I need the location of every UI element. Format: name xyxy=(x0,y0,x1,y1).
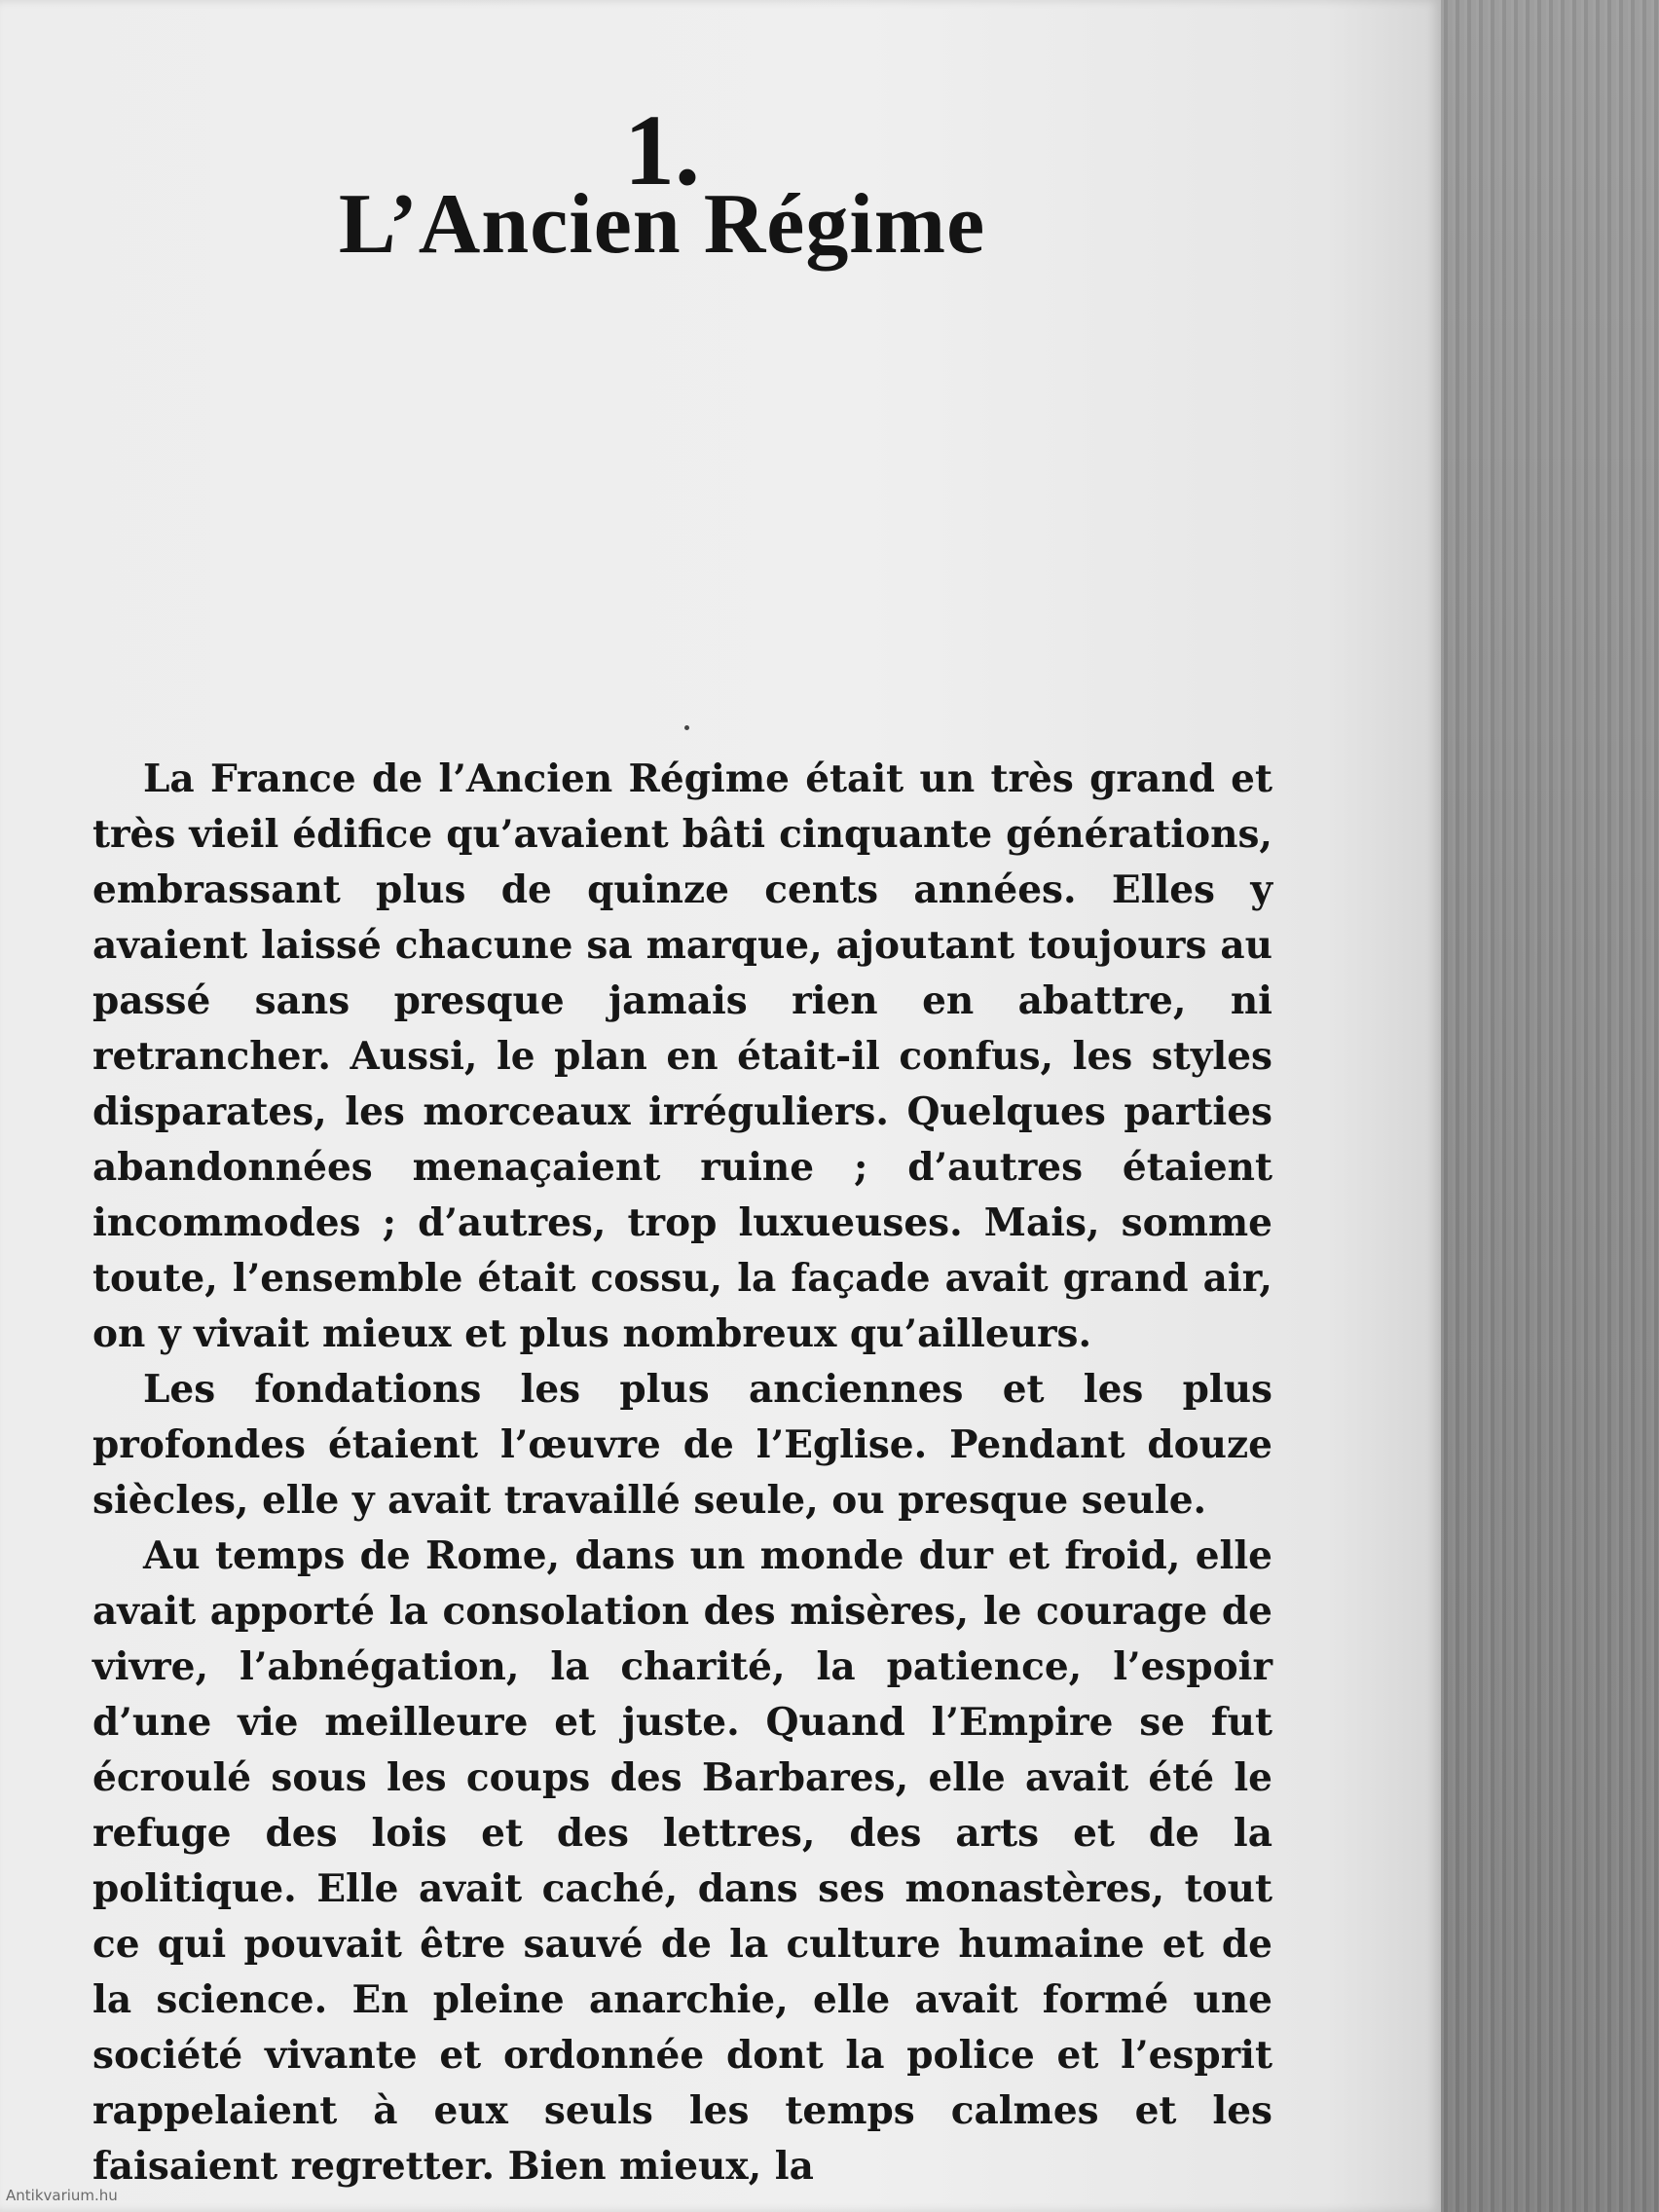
paragraph-1: La France de l’Ancien Régime était un très grand et très vieil édifice qu’avaient bâti cinquante générations, embrassant plus de quinze cents années. Elles y avaient laissé chacune sa marque, ajoutant toujours au passé sans presque jamais rien en abattre, ni retrancher. Aussi, le plan en était-il confus, les styles disparates, les morceaux irréguliers. Quelques parties abandonnées menaçaient ruine ; d’autres étaient incommodes ; d’autres, trop luxueuses. Mais, somme toute, l’ensemble était cossu, la façade avait grand air, on y vivait mieux et plus nombreux qu’ailleurs. xyxy=(92,756,1272,1356)
watermark-text: Antikvarium.hu xyxy=(6,2187,118,2204)
chapter-title: L’Ancien Régime xyxy=(338,177,986,272)
print-speck xyxy=(684,725,689,730)
paragraph-2: Les fondations les plus anciennes et les plus profondes étaient l’œuvre de l’Eglise. Pendant douze siècles, elle y avait travaillé seule, ou presque seule. xyxy=(92,1367,1272,1523)
chapter-number: 1. xyxy=(624,94,700,206)
body-text xyxy=(92,752,1272,2194)
background-surface xyxy=(1441,0,1659,2212)
paragraph-3: Au temps de Rome, dans un monde dur et froid, elle avait apporté la consolation des misères, le courage de vivre, l’abnégation, la charité, la patience, l’espoir d’une vie meilleure et juste. Quand l’Empire se fut écroulé sous les coups des Barbares, elle avait été le refuge des lois et des lettres, des arts et de la politique. Elle avait caché, dans ses monastères, tout ce qui pouvait être sauvé de la culture humaine et de la science. En pleine anarchie, elle avait formé une société vivante et ordonnée dont la police et l’esprit rappelaient à eux seuls les temps calmes et les faisaient regretter. Bien mieux, la xyxy=(92,1533,1272,2189)
